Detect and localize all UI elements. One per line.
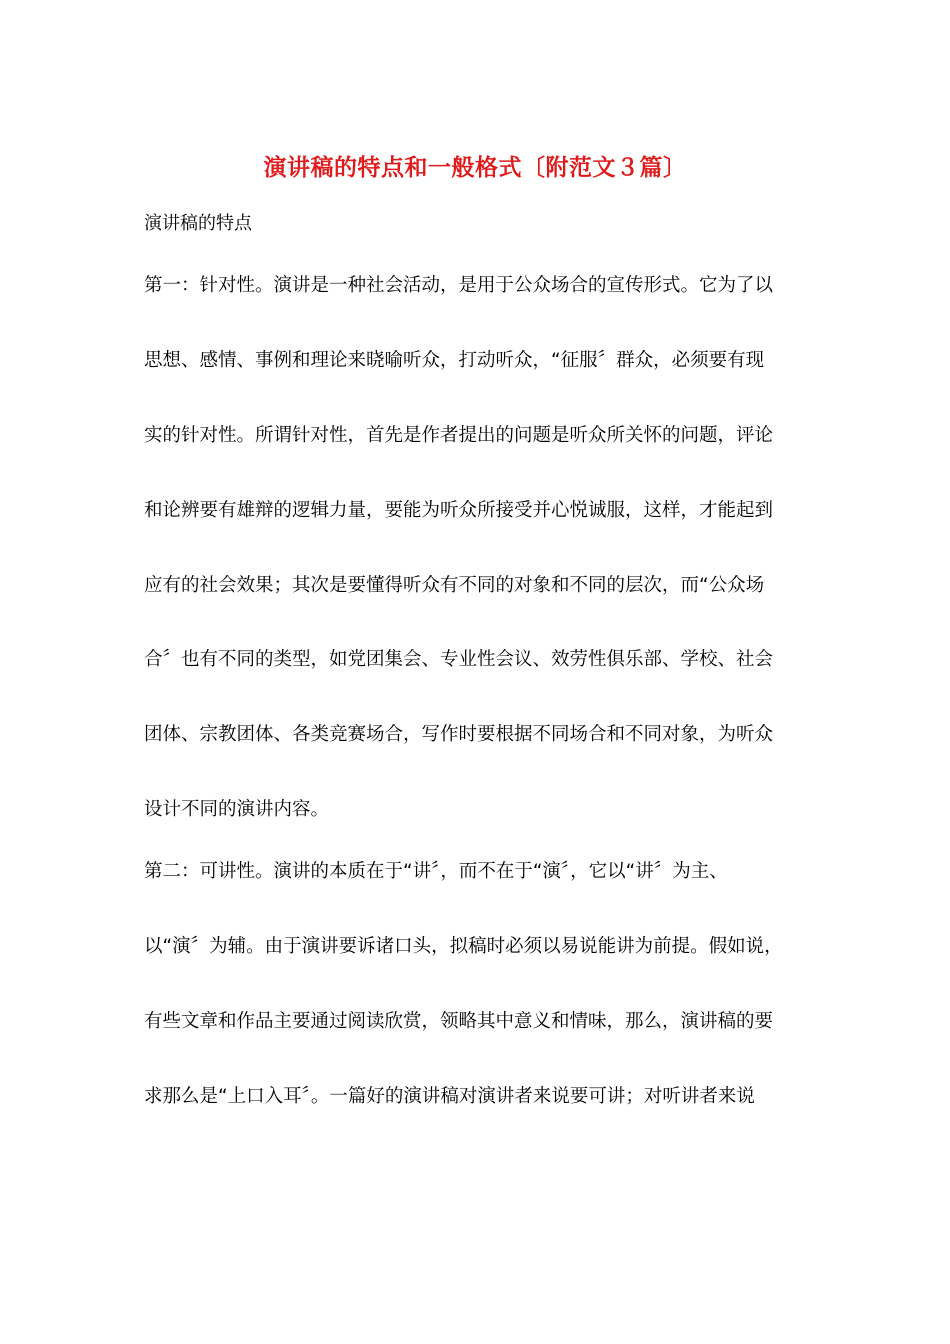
paragraph-line: 设计不同的演讲内容。 <box>144 799 330 820</box>
paragraph-line: 团体、宗教团体、各类竞赛场合，写作时要根据不同场合和不同对象，为听众 <box>144 724 774 745</box>
paragraph-line: 思想、感情、事例和理论来晓喻听众，打动听众，“征服〞群众，必须要有现 <box>144 350 765 371</box>
paragraph-line: 第一：针对性。演讲是一种社会活动，是用于公众场合的宣传形式。它为了以 <box>144 275 774 296</box>
section-heading: 演讲稿的特点 <box>144 213 252 234</box>
paragraph-line: 和论辨要有雄辩的逻辑力量，要能为听众所接受并心悦诚服，这样，才能起到 <box>144 500 774 521</box>
paragraph-line: 应有的社会效果；其次是要懂得听众有不同的对象和不同的层次，而“公众场 <box>144 575 765 596</box>
document-title: 演讲稿的特点和一般格式〔附范文３篇〕 <box>263 154 687 181</box>
paragraph-line: 合〞也有不同的类型，如党团集会、专业性会议、效劳性俱乐部、学校、社会 <box>144 649 774 670</box>
paragraph-line: 有些文章和作品主要通过阅读欣赏，领略其中意义和情味，那么，演讲稿的要 <box>144 1011 774 1032</box>
paragraph-line: 实的针对性。所谓针对性，首先是作者提出的问题是听众所关怀的问题，评论 <box>144 425 774 446</box>
paragraph-line: 第二：可讲性。演讲的本质在于“讲〞，而不在于“演〞，它以“讲〞为主、 <box>144 861 728 882</box>
paragraph-line: 以“演〞为辅。由于演讲要诉诸口头，拟稿时必须以易说能讲为前提。假如说， <box>144 936 783 957</box>
paragraph-line: 求那么是“上口入耳〞。一篇好的演讲稿对演讲者来说要可讲；对听讲者来说 <box>144 1086 755 1107</box>
